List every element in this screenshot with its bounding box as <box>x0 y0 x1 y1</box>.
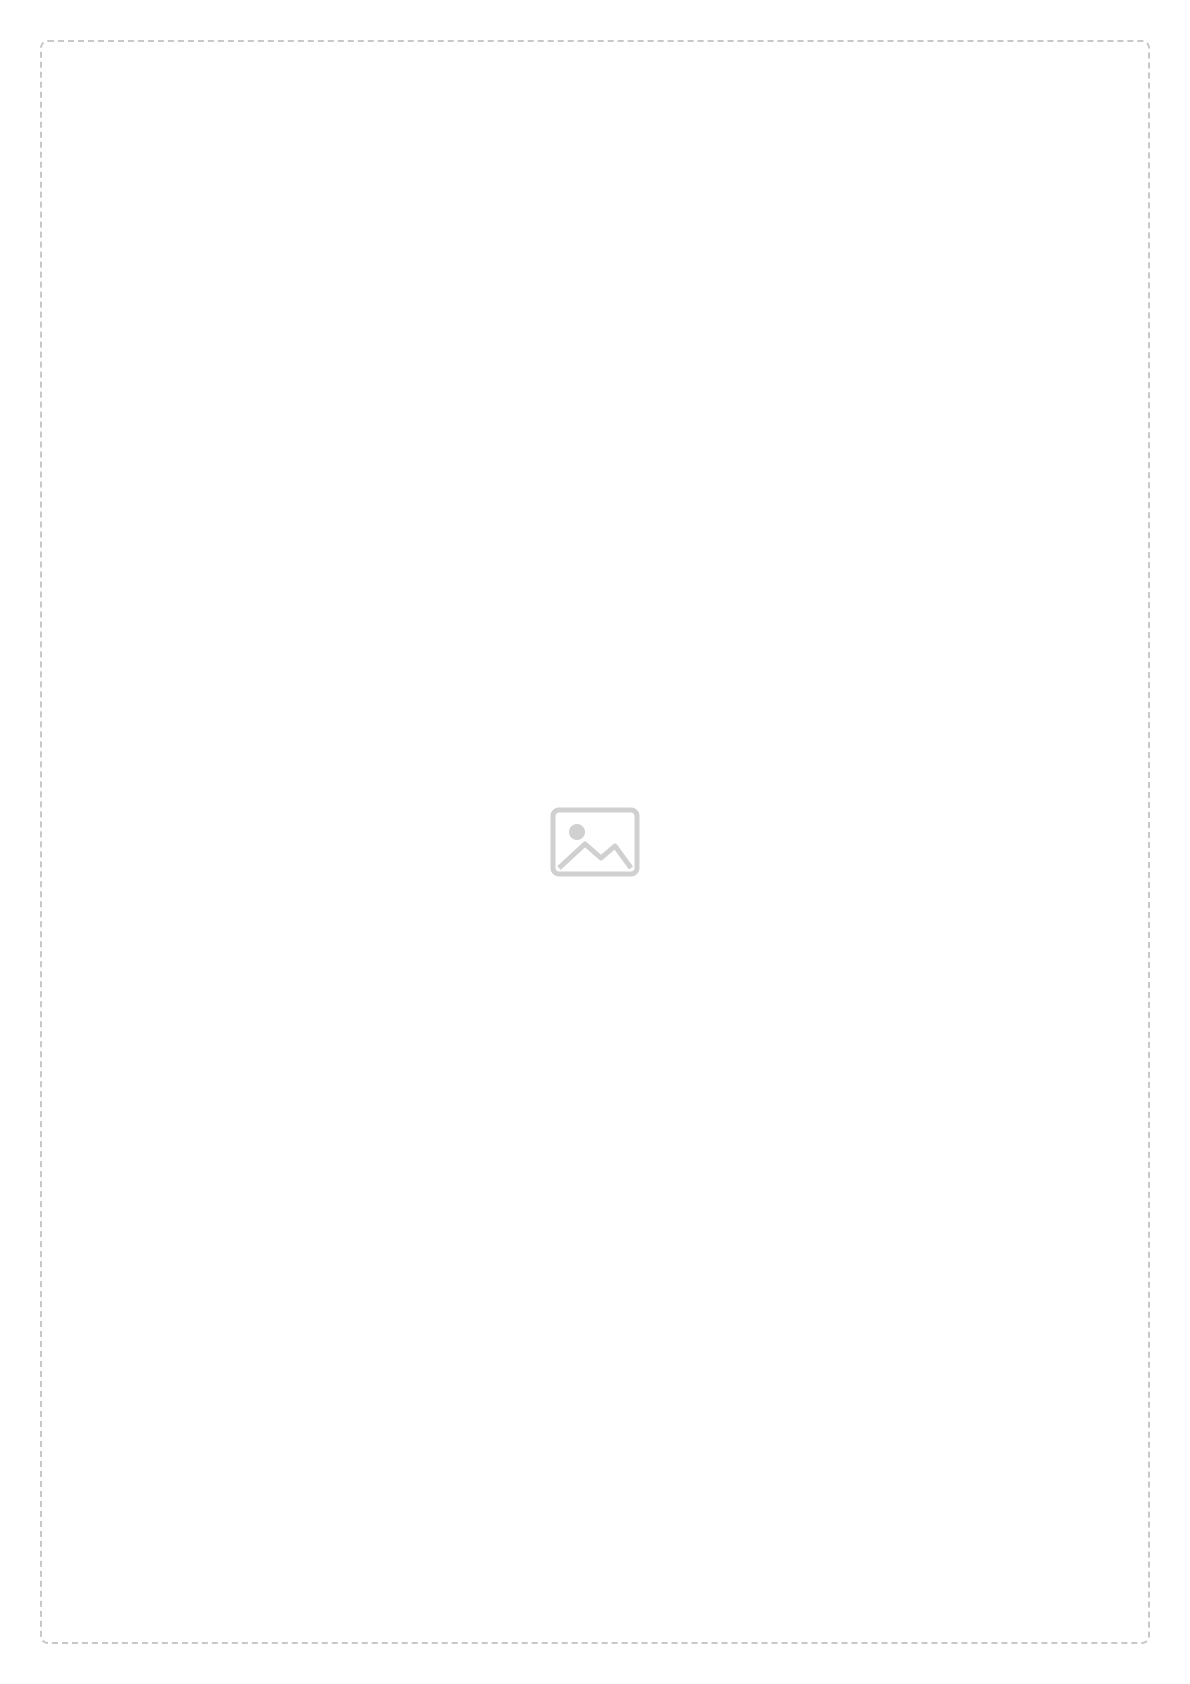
image-icon <box>545 792 645 892</box>
